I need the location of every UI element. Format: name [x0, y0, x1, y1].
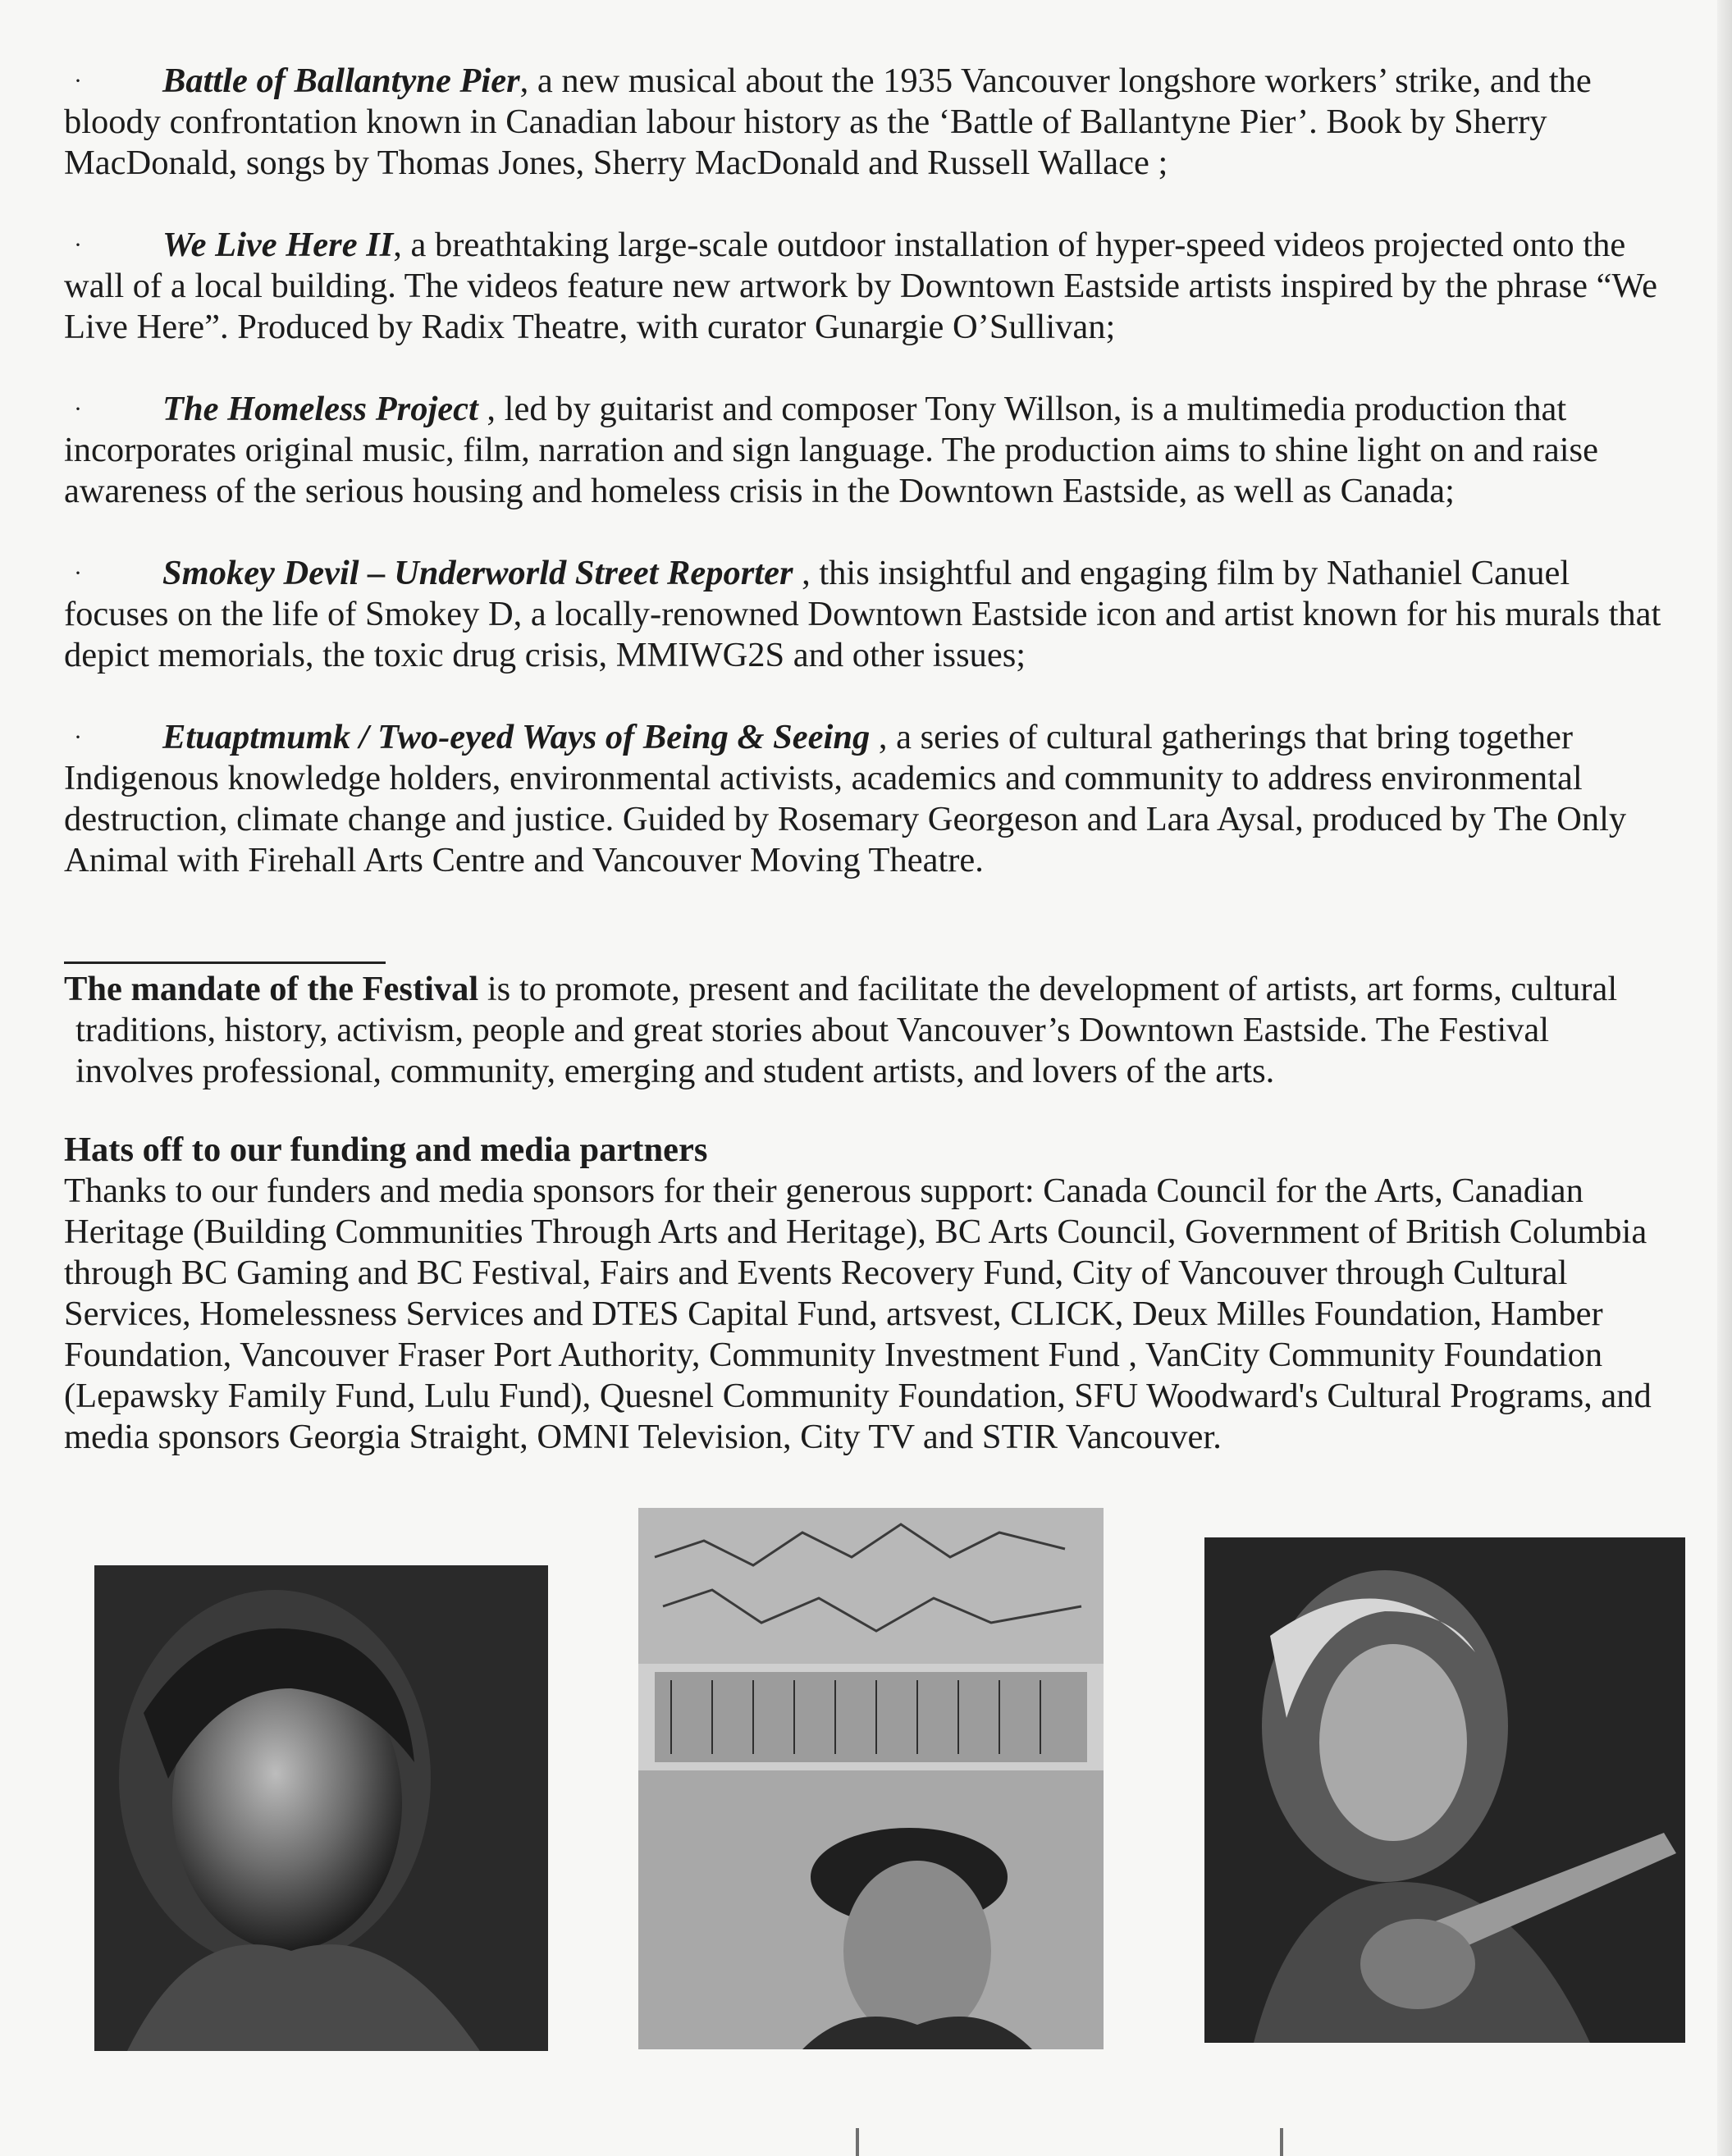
- photo-row: [0, 1508, 1732, 2049]
- scan-mark: [1280, 2128, 1283, 2156]
- list-item: [64, 717, 1672, 881]
- entry-title: We Live Here II: [162, 226, 394, 264]
- partners-heading: Hats off to our funding and media partners: [64, 1131, 708, 1169]
- musician-photo-guitar: [1204, 1537, 1685, 2043]
- entry-title: Battle of Ballantyne Pier: [162, 62, 520, 100]
- section-rule: [64, 962, 386, 964]
- entry-title: Smokey Devil – Underworld Street Reporter: [162, 554, 793, 592]
- scan-edge-marks: [0, 2123, 1732, 2156]
- list-item: [64, 225, 1672, 348]
- mandate-lead: The mandate of the Festival: [64, 970, 479, 1008]
- list-item: [64, 553, 1672, 676]
- bullet: ·: [74, 724, 82, 751]
- mandate-paragraph: [64, 969, 1672, 1092]
- scan-mark: [856, 2128, 859, 2156]
- document-body: [64, 61, 1672, 1458]
- entry-text: , this insightful and engaging film by Nathaniel Canuel focuses on the life of Smokey D, a locally-renowned Downtown Eastside icon and artist known for his murals that depict memorials, the toxic drug crisis, MMIWG2S and other issues;: [64, 554, 1661, 674]
- spacer: [64, 922, 1672, 962]
- entry-text: , a series of cultural gatherings that bring together Indigenous knowledge holders, environmental activists, academics and community to address environmental destruction, climate change and justice. Guided by Rosemary Georgeson and Lara Aysal, produced by The Only Animal with Firehall Arts Centre and Vancouver Moving Theatre.: [64, 718, 1627, 879]
- partners-paragraph: Thanks to our funders and media sponsors for their generous support: Canada Council for the Arts, Canadian Heritage (Building Communities Through Arts and Heritage), BC Arts Council, Government of British Columbia through BC Gaming and BC Festival, Fairs and Events Recovery Fund, City of Vancouver through Cultural Services, Homelessness Services and DTES Capital Fund, artsvest, CLICK, Deux Milles Foundation, Hamber Foundation, Vancouver Fraser Port Authority, Community Investment Fund , VanCity Community Foundation (Lepawsky Family Fund, Lulu Fund), Quesnel Community Foundation, SFU Woodward's Cultural Programs, and media sponsors Georgia Straight, OMNI Television, City TV and STIR Vancouver.: [64, 1172, 1652, 1456]
- bullet: ·: [74, 231, 82, 258]
- list-item: [64, 389, 1672, 512]
- entry-text: , a breathtaking large-scale outdoor installation of hyper-speed videos projected onto the wall of a local building. The videos feature new artwork by Downtown Eastside artists inspired by the phrase “We Live Here”. Produced by Radix Theatre, with curator Gunargie O’Sullivan;: [64, 226, 1658, 346]
- entry-text: , led by guitarist and composer Tony Willson, is a multimedia production that incorporates original music, film, narration and sign language. The production aims to shine light on and raise awareness of the serious housing and homeless crisis in the Downtown Eastside, as well as Canada;: [64, 390, 1598, 510]
- entry-title: Etuaptmumk / Two-eyed Ways of Being & Seeing: [162, 718, 871, 756]
- bullet: ·: [74, 67, 82, 94]
- illustration-strike: [638, 1508, 1104, 2049]
- bullet: ·: [74, 395, 82, 423]
- bullet: ·: [74, 560, 82, 587]
- portrait-photo-woman: [94, 1565, 548, 2051]
- entry-title: The Homeless Project: [162, 390, 478, 428]
- entry-text: , a new musical about the 1935 Vancouver longshore workers’ strike, and the bloody confrontation known in Canadian labour history as the ‘Battle of Ballantyne Pier’. Book by Sherry MacDonald, songs by Thomas Jones, Sherry MacDonald and Russell Wallace ;: [64, 62, 1592, 182]
- list-item: [64, 61, 1672, 184]
- mandate-text: is to promote, present and facilitate the development of artists, art forms, cultural traditions, history, activism, people and great stories about Vancouver’s Downtown Eastside. The Festival involves professional, community, emerging and student artists, and lovers of the arts.: [75, 970, 1618, 1090]
